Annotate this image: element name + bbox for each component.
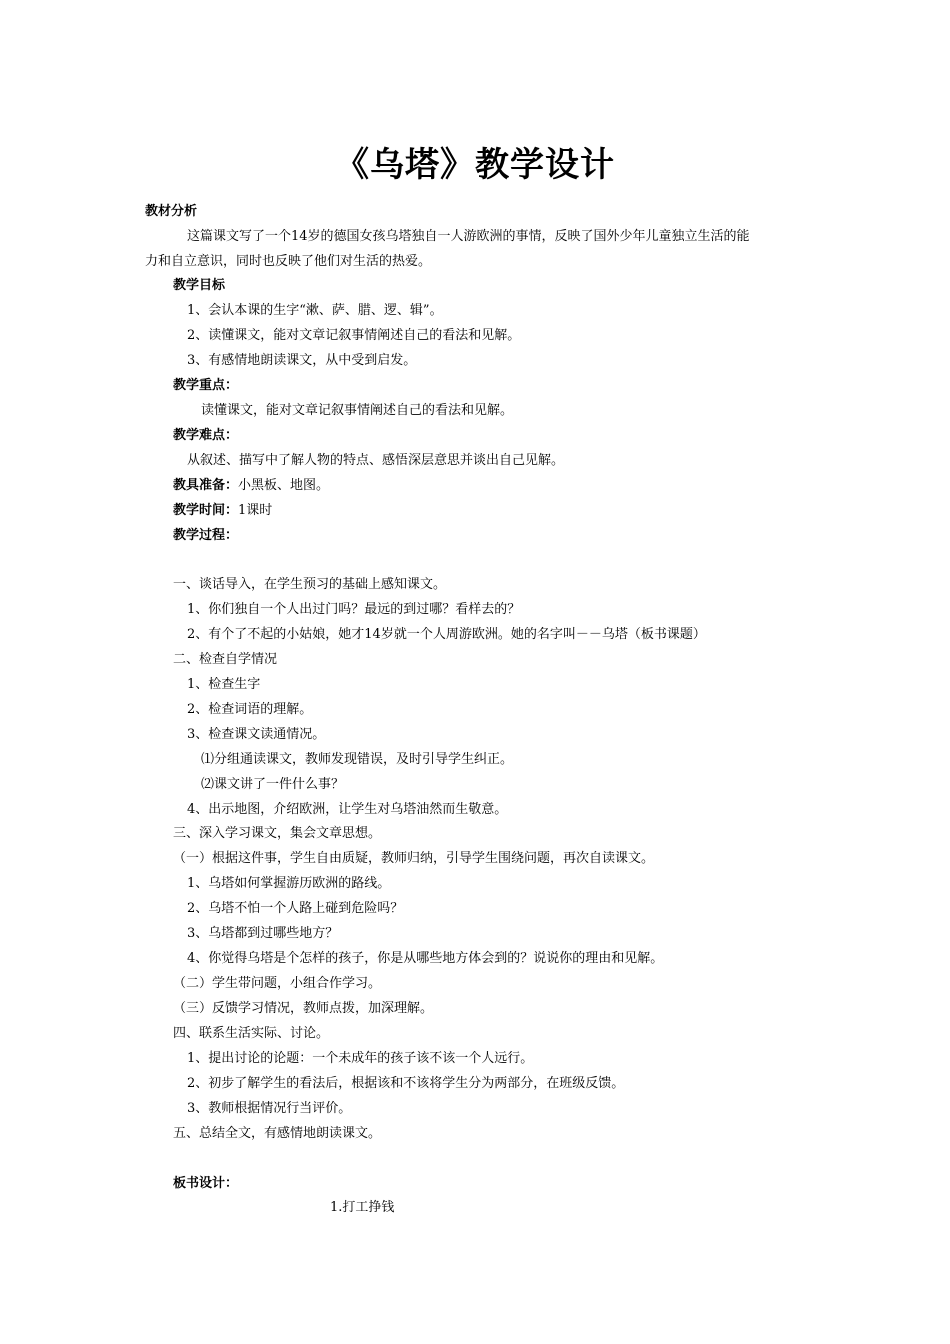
material-analysis-heading: 教材分析	[145, 204, 198, 219]
process-line: 2、检查词语的理解。	[187, 702, 313, 717]
key-point-text: 读懂课文，能对文章记叙事情阐述自己的看法和见解。	[201, 403, 514, 418]
process-line: 2、有个了不起的小姑娘，她才14岁就一个人周游欧洲。她的名字叫－－乌塔（板书课题）	[187, 627, 706, 642]
process-line: 五、总结全文，有感情地朗读课文。	[173, 1126, 382, 1141]
process-heading: 教学过程：	[173, 528, 239, 543]
time-text: 1课时	[238, 503, 273, 518]
page-title: 《乌塔》教学设计	[335, 145, 615, 185]
process-line: 1、你们独自一个人出过门吗？最远的到过哪？看样去的？	[187, 602, 521, 617]
process-line: 4、你觉得乌塔是个怎样的孩子，你是从哪些地方体会到的？说说你的理由和见解。	[187, 951, 664, 966]
process-line: 3、乌塔都到过哪些地方？	[187, 926, 339, 941]
objective-item: 2、读懂课文，能对文章记叙事情阐述自己的看法和见解。	[187, 328, 521, 343]
process-line: （三）反馈学习情况，教师点拨，加深理解。	[173, 1001, 434, 1016]
materials-text: 小黑板、地图。	[238, 478, 330, 493]
process-line: 1、乌塔如何掌握游历欧洲的路线。	[187, 876, 391, 891]
process-line: 3、教师根据情况行当评价。	[187, 1101, 352, 1116]
process-line: 三、深入学习课文，集会文章思想。	[173, 826, 382, 841]
board-heading: 板书设计：	[173, 1176, 239, 1191]
objective-item: 1、会认本课的生字“漱、萨、腊、逻、辑”。	[187, 303, 443, 318]
process-line: 二、检查自学情况	[173, 652, 278, 667]
process-line: 四、联系生活实际、讨论。	[173, 1026, 330, 1041]
materials-label: 教具准备：	[173, 478, 239, 493]
time-label: 教学时间：	[173, 503, 239, 518]
objective-item: 3、有感情地朗读课文，从中受到启发。	[187, 353, 417, 368]
time-line	[173, 502, 272, 520]
material-analysis-line2: 力和自立意识，同时也反映了他们对生活的热爱。	[145, 254, 432, 269]
process-line: 2、初步了解学生的看法后，根据该和不该将学生分为两部分，在班级反馈。	[187, 1076, 625, 1091]
material-analysis-line1: 这篇课文写了一个14岁的德国女孩乌塔独自一人游欧洲的事情，反映了国外少年儿童独立生活的能	[187, 229, 750, 244]
difficulty-text: 从叙述、描写中了解人物的特点、感悟深层意思并谈出自己见解。	[187, 453, 565, 468]
board-item: 1.打工挣钱	[330, 1200, 395, 1215]
process-line: （二）学生带问题，小组合作学习。	[173, 976, 382, 991]
process-line: 4、出示地图，介绍欧洲，让学生对乌塔油然而生敬意。	[187, 802, 508, 817]
objectives-heading: 教学目标	[173, 278, 226, 293]
materials-line	[173, 477, 329, 495]
difficulty-heading: 教学难点：	[173, 428, 239, 443]
process-line: 3、检查课文读通情况。	[187, 727, 326, 742]
process-line: 一、谈话导入，在学生预习的基础上感知课文。	[173, 577, 447, 592]
process-line: 1、提出讨论的论题：一个未成年的孩子该不该一个人远行。	[187, 1051, 534, 1066]
process-line: （一）根据这件事，学生自由质疑，教师归纳，引导学生围绕问题，再次自读课文。	[173, 851, 655, 866]
process-line: ⑵课文讲了一件什么事？	[201, 777, 345, 792]
process-line: 1、检查生字	[187, 677, 261, 692]
process-line: 2、乌塔不怕一个人路上碰到危险吗？	[187, 901, 404, 916]
process-line: ⑴分组通读课文，教师发现错误，及时引导学生纠正。	[201, 752, 514, 767]
key-point-heading: 教学重点：	[173, 378, 239, 393]
